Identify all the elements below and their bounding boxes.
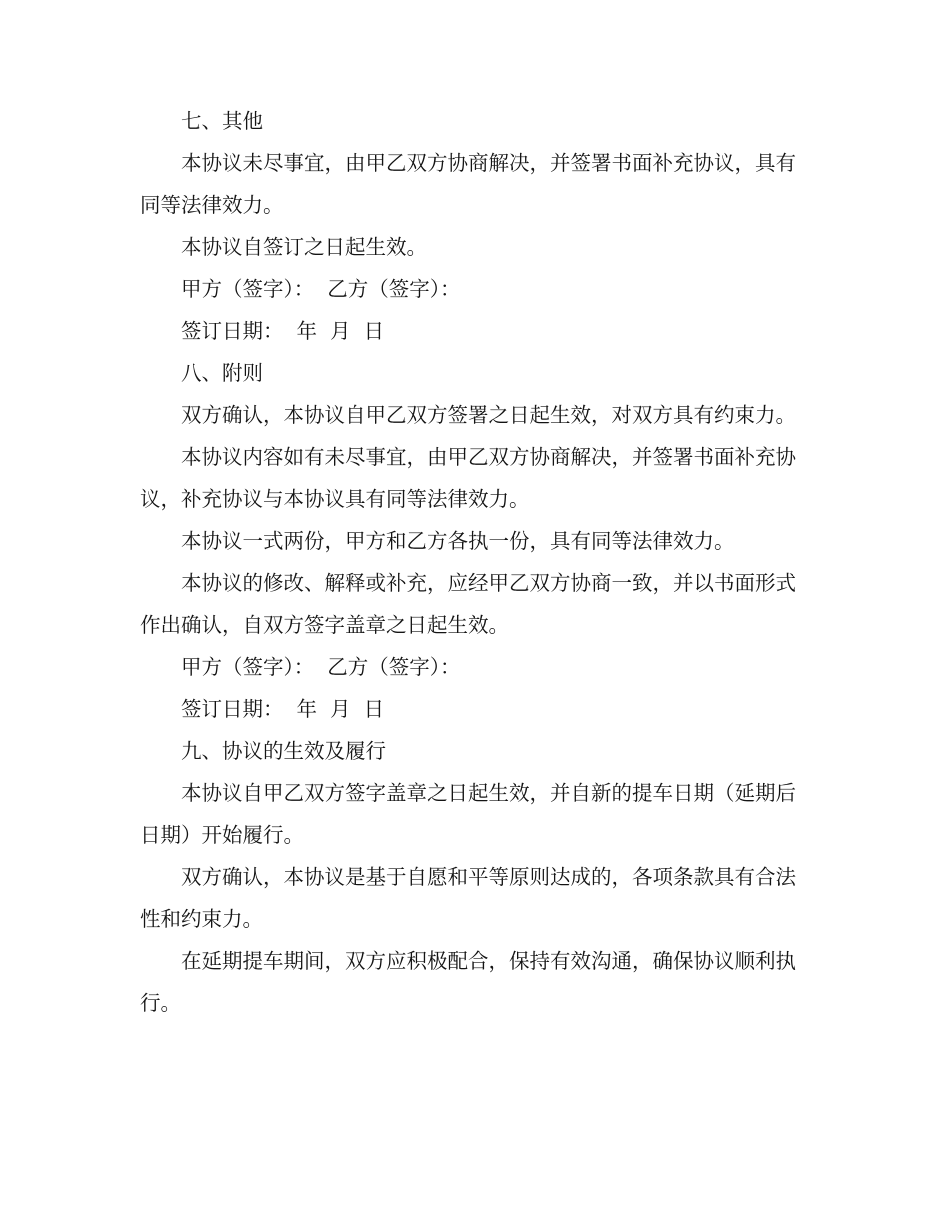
paragraph-amendments: 本协议的修改、解释或补充，应经甲乙双方协商一致，并以书面形式作出确认，自双方签字盖章之日起生效。 <box>140 571 796 637</box>
paragraph-binding-confirmation: 双方确认，本协议自甲乙双方签署之日起生效，对双方具有约束力。 <box>181 403 796 427</box>
paragraph-effective-upon-signing: 本协议自签订之日起生效。 <box>181 235 427 259</box>
signing-date-line: 签订日期： 年 月 日 <box>181 319 385 343</box>
signature-line: 甲方（签字）： 乙方（签字）： <box>181 277 461 301</box>
section-heading-other: 七、其他 <box>181 109 263 133</box>
paragraph-cooperation: 在延期提车期间，双方应积极配合，保持有效沟通，确保协议顺利执行。 <box>140 949 796 1015</box>
signature-line: 甲方（签字）： 乙方（签字）： <box>181 655 461 679</box>
signing-date-line: 签订日期： 年 月 日 <box>181 697 385 721</box>
document-body <box>140 100 796 1024</box>
paragraph-unresolved-matters: 本协议未尽事宜，由甲乙双方协商解决，并签署书面补充协议，具有同等法律效力。 <box>140 151 796 217</box>
paragraph-performance-start: 本协议自甲乙双方签字盖章之日起生效，并自新的提车日期（延期后日期）开始履行。 <box>140 781 796 847</box>
section-heading-effect-and-performance: 九、协议的生效及履行 <box>181 739 386 763</box>
paragraph-two-copies: 本协议一式两份，甲方和乙方各执一份，具有同等法律效力。 <box>181 529 735 553</box>
section-heading-appendix: 八、附则 <box>181 361 263 385</box>
paragraph-voluntary-equal: 双方确认，本协议是基于自愿和平等原则达成的，各项条款具有合法性和约束力。 <box>140 865 796 931</box>
paragraph-supplementary-agreement: 本协议内容如有未尽事宜，由甲乙双方协商解决，并签署书面补充协议，补充协议与本协议具有同等法律效力。 <box>140 445 796 511</box>
